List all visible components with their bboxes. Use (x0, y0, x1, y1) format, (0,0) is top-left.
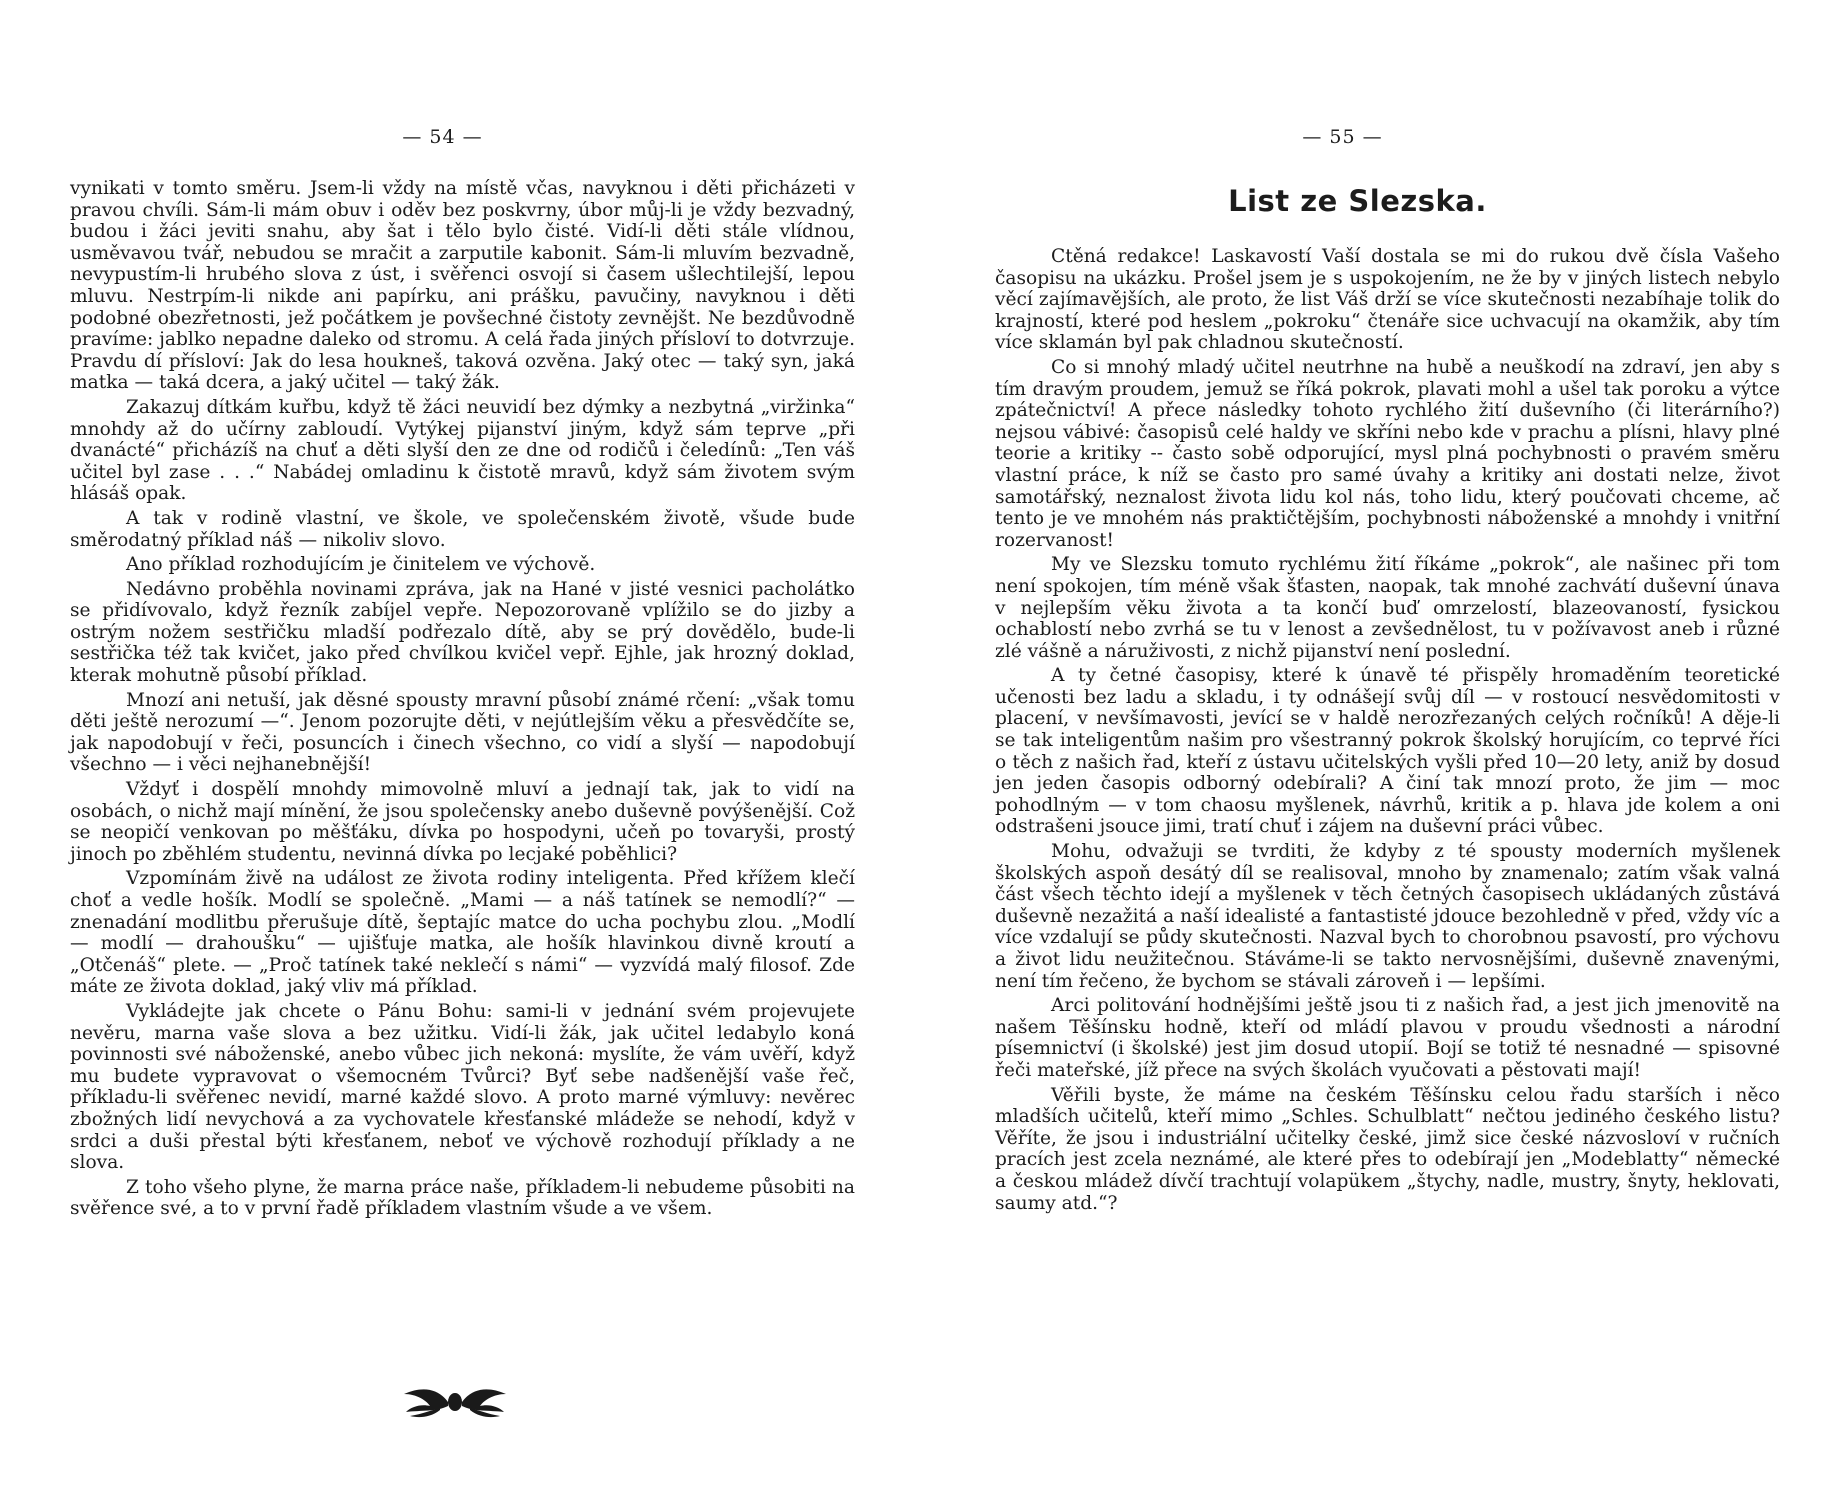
leaf-ornament-icon (400, 1380, 510, 1420)
paragraph: A ty četné časopisy, které k únavě té přispěly hromaděním teoretické učenosti bez ladu a skladu, i ty odnášejí svůj díl — v rostoucí nesvědomitosti v placení, v nevšímavosti, jevící se v haldě nerozřezaných celých ročníků! A děje-li se tak inteligentům našim pro všestranný pokrok školský horujícím, co teprvé říci o těch z našich řad, kteří z ústavu učitelských vyšli před 10—20 lety, aniž by dosud jen jeden časopis odborný odebírali? A činí tak mnozí proto, že jim — moc pohodlným — v tom chaosu myšlenek, návrhů, kritik a p. hlava jde kolem a oni odstrašeni jsouce jimi, tratí chuť i zájem na duševní práci vůbec. (995, 665, 1780, 838)
paragraph: vynikati v tomto směru. Jsem-li vždy na místě včas, navyknou i děti přicházeti v pravou chvíli. Sám-li mám obuv i oděv bez poskvrny, úbor můj-li je vždy bezvadný, budou i žáci jeviti snahu, aby šat i tělo bylo čisté. Vidí-li děti stále vlídnou, usměvavou tvář, nebudou se mračit a zarputile kabonit. Sám-li mluvím bezvadně, nevypustím-li hrubého slova z úst, i svěřenci osvojí si časem ušlechtilejší, lepou mluvu. Nestrpím-li nikde ani papírku, ani prášku, pavučiny, navyknou i děti podobné obezřetnosti, jež počátkem je povšechné čistoty zevnějšt. Ne bezdůvodně pravíme: jablko nepadne daleko od stromu. A celá řada jiných přísloví to dotvrzuje. Pravdu dí přísloví: Jak do lesa houkneš, taková ozvěna. Jaký otec — taký syn, jaká matka — taká dcera, a jaký učitel — taký žák. (70, 178, 855, 394)
paragraph: Vykládejte jak chcete o Pánu Bohu: sami-li v jednání svém projevujete nevěru, marna vaše slova a bez užitku. Vidí-li žák, jak učitel ledabylo koná povinnosti své náboženské, anebo vůbec jich nekoná: myslíte, že vám uvěří, když mu budete vypravovat o všemocném Tvůrci? Byť sebe nadšenější vaše řeč, příkladu-li svěřenec nevidí, marné každé slovo. A proto marné výmluvy: nevěrec zbožných lidí nevychová a za vychovatele křesťanské mládeže se nehodí, když v srdci a duši přestal býti křesťanem, neboť ve výchově rozhodují příklady a ne slova. (70, 1000, 855, 1174)
paragraph: Mnozí ani netuší, jak děsné spousty mravní působí známé rčení: „však tomu děti ještě nerozumí —“. Jenom pozorujte děti, v nejútlejším věku a přesvědčíte se, jak napodobují v řeči, posuncích i činech všechno, co vidí a slyší — napodobují všechno — i věci nejhanebnější! (70, 689, 855, 776)
paragraph: Vzpomínám živě na událost ze života rodiny inteligenta. Před křížem klečí choť a vedle hošík. Modlí se společně. „Mami — a náš tatínek se nemodlí?“ — znenadání modlitbu přerušuje dítě, šeptajíc matce do ucha pochybu zlou. „Modlí — modlí — drahoušku“ — ujišťuje matka, ale hošík hlavinkou divně kroutí a „Otčenáš“ plete. — „Proč tatínek také neklečí s námi“ — vyzvídá malý filosof. Zde máte ze života doklad, jaký vliv má příklad. (70, 868, 855, 998)
paragraph: Mohu, odvažuji se tvrditi, že kdyby z té spousty moderních myšlenek školských aspoň desátý díl se realisoval, mnoho by znamenalo; zatím však valná část všech těchto idejí a myšlenek v těch četných časopisech ukládaných zůstává duševně nezažitá a naší idealisté a fantastisté jdouce bezohledně v před, vždy víc a více vzdalují se půdy skutečnosti. Nazval bych to chorobnou psavostí, pro výchovu a život lidu neužitečnou. Stáváme-li se takto nervosnějšími, duševně znavenými, není tím řečeno, že bychom se stávali zároveň i — lepšími. (995, 841, 1780, 992)
paragraph: My ve Slezsku tomuto rychlému žití říkáme „pokrok“, ale našinec při tom není spokojen, tím méně však šťasten, naopak, tak mnohé zachvátí duševní únava v nejlepším věku života a ta končí buď omrzelostí, blazeovaností, fysickou ochablostí nebo zvrhá se tu v lenost a zevšednělost, tu v požívavost aneb i různé zlé vášně a náruživosti, z nichž pijanství není poslední. (995, 554, 1780, 662)
paragraph: Ano příklad rozhodujícím je činitelem ve výchově. (126, 554, 596, 576)
paragraph: Nedávno proběhla novinami zpráva, jak na Hané v jisté vesnici pacholátko se přidívovalo, když řezník zabíjel vepře. Nepozorovaně vplížilo se do jizby a ostrým nožem sestřičku mladší podřezalo dítě, aby se prý dovědělo, bude-li sestřička též tak kvičet, jako před chvílkou kvičel vepř. Ejhle, jak hrozný doklad, kterak mohutně působí příklad. (70, 578, 855, 687)
paragraph: Vždyť i dospělí mnohdy mimovolně mluví a jednají tak, jak to vidí na osobách, o nichž mají mínění, že jsou společensky anebo duševně povýšenější. Což se neopičí venkovan po měšťáku, dívka po hospodyni, učeň po tovaryši, prostý jinoch po zběhlém studentu, nevinná dívka po lecjaké poběhlici? (70, 779, 855, 865)
text-column (995, 246, 1780, 1217)
paragraph: Věřili byste, že máme na českém Těšínsku celou řadu starších i něco mladších učitelů, kteří mimo „Schles. Schulblatt“ nečtou jediného českého listu? Věříte, že jsou i industriální učitelky české, jimž sice české názvosloví v ručních pracích jest zcela neznámé, ale které přes to odebírají jen „Modeblatty“ německé a českou mládež dívčí trachtují volapükem „štychy, nadle, mustry, šnyty, heklovati, saumy atd.“? (995, 1084, 1780, 1214)
paragraph: Z toho všeho plyne, že marna práce naše, příkladem-li nebudeme působiti na svěřence své, a to v první řadě příkladem vlastním všude a ve všem. (70, 1176, 855, 1220)
paragraph: A tak v rodině vlastní, ve škole, ve společenském životě, všude bude směrodatný příklad náš — nikoliv slovo. (70, 507, 855, 551)
paragraph: Ctěná redakce! Laskavostí Vaší dostala se mi do rukou dvě čísla Vašeho časopisu na ukázku. Prošel jsem je s uspokojením, ne že by v jiných listech nebylo věcí zajímavějších, ale proto, že list Váš drží se více skutečnosti nezabíhaje tolik do krajností, které pod heslem „pokroku“ čtenáře sice uchvacují na okamžik, aby tím více sklamán byl pak chladnou skutečností. (995, 246, 1780, 354)
page-number: — 55 — (1302, 126, 1383, 148)
article-title: List ze Slezska. (1228, 184, 1487, 218)
paragraph: Zakazuj dítkám kuřbu, když tě žáci neuvidí bez dýmky a nezbytná „viržinka“ mnohdy až do učírny zabloudí. Vytýkej pijanství jiným, když sám teprve „při dvanácté“ přicházíš na chuť a děti slyší den ze dne od rodičů i čeledínů: „Ten váš učitel byl zase . . .“ Nabádej omladinu k čistotě mravů, když sám životem svým hlásáš opak. (70, 396, 855, 505)
paragraph: Arci politování hodnějšími ještě jsou ti z našich řad, a jest jich jmenovitě na našem Těšínsku hodně, kteří od mládí plavou v proudu všednosti a národní písemnictví (i školské) jest jim dosud utopií. Bojí se totiž té nesnadné — spisovné řeči mateřské, jíž přece na svých školách vyučovati a pěstovati mají! (995, 995, 1780, 1081)
paragraph: Co si mnohý mladý učitel neutrhne na hubě a neuškodí na zdraví, jen aby s tím dravým proudem, jemuž se říká pokrok, plavati mohl a ušel tak poroku a výtce zpátečnictví! A přece následky tohoto rychlého žití duševního (či literárního?) nejsou vábivé: časopisů celé haldy ve skříni nebo kde v prachu a plísni, hlavy plné teorie a kritiky -- často sobě odporující, mysl plná pochybnosti o pravém směru vlastní práce, k níž se často pro samé úvahy a kritiky ani dostati nelze, život samotářský, neznalost života lidu kol nás, toho lidu, který poučovati chceme, ač tento je ve mnohém nás praktičtějším, pochybnosti náboženské a mnohdy i vnitřní rozervanost! (995, 356, 1780, 551)
page-number: — 54 — (402, 126, 483, 148)
text-column (70, 178, 855, 1223)
